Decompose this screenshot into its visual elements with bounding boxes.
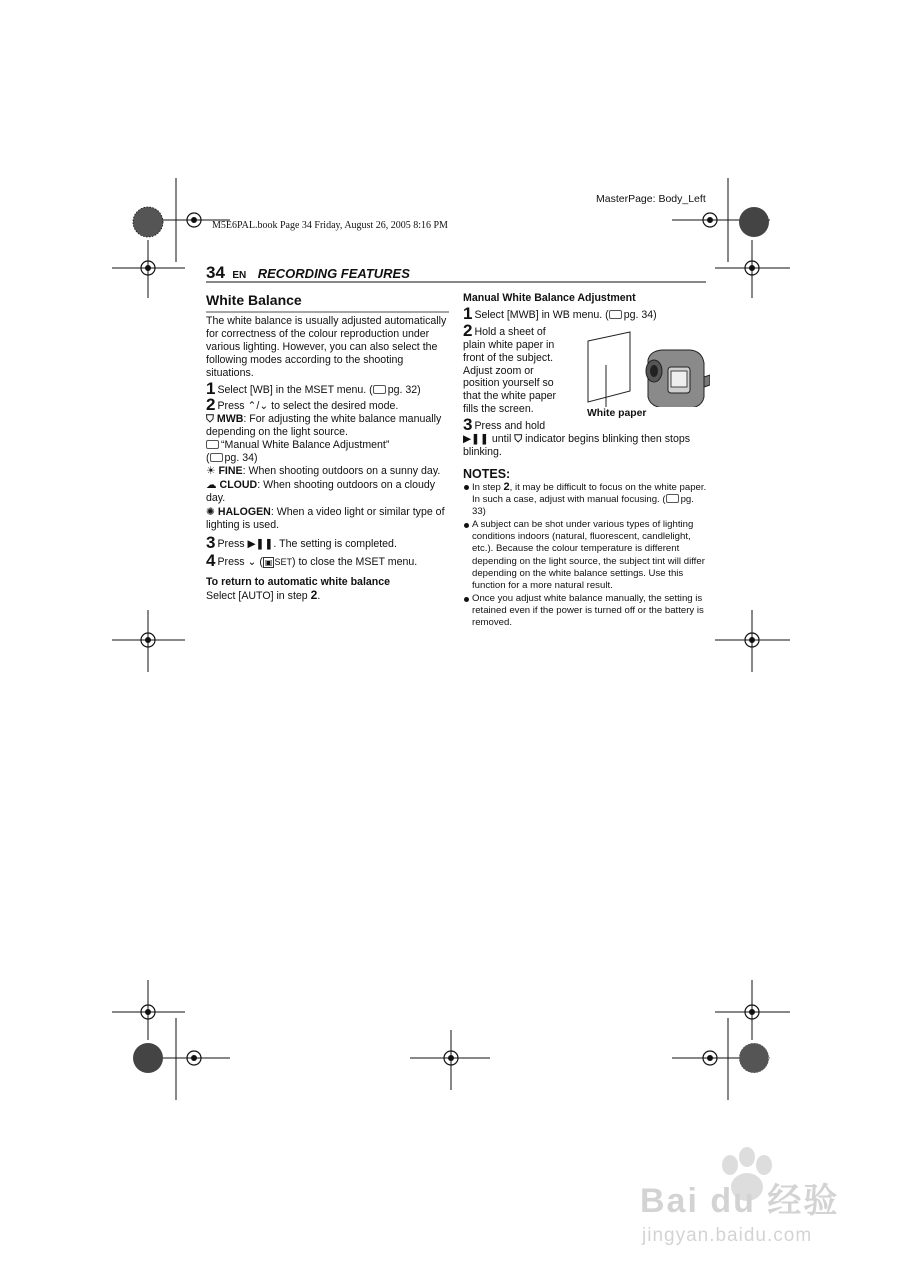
manual-wb-heading: Manual White Balance Adjustment <box>463 292 636 304</box>
camcorder-icon <box>646 350 710 407</box>
right-step-3: 3 Press and hold ▶❚❚ until ⛉ indicator begins blinking then stops blinking. <box>463 415 691 458</box>
watermark <box>640 1145 880 1255</box>
return-text: Select [AUTO] in step 2. <box>206 588 321 603</box>
mode-mwb: ⛉ MWB: For adjusting the white balance manually depending on the light source. <box>206 413 442 439</box>
notes-heading: NOTES: <box>463 466 511 481</box>
note-item: In step 2, it may be difficult to focus on the white paper. In such a case, adjust with manual focusing. ( pg. 33) <box>463 481 708 519</box>
up-down-icon: ⌃/⌄ <box>247 400 269 413</box>
mode-halogen: ✺ HALOGEN: When a video light or similar type of lighting is used. <box>206 505 445 531</box>
mode-fine: ☀ FINE: When shooting outdoors on a sunny day. <box>206 464 441 477</box>
book-info: M5E6PAL.book Page 34 Friday, August 26, 2005 8:16 PM <box>212 220 448 231</box>
halogen-icon: ✺ <box>206 505 215 518</box>
ref-icon <box>206 440 219 449</box>
mwb-icon: ⛉ <box>206 413 214 426</box>
right-step-1: 1 Select [MWB] in WB menu. ( pg. 34) <box>463 303 657 323</box>
return-heading: To return to automatic white balance <box>206 576 391 589</box>
page-number: 34 <box>206 263 225 282</box>
section-heading: White Balance <box>206 292 302 308</box>
down-icon: ⌄ <box>247 556 257 569</box>
page-header <box>206 263 410 281</box>
note-item: A subject can be shot under various types of lighting conditions indoors (natural, fluorescent, candlelight, etc.). Because the colour temperature is different depending on the light source, the subject tint will differ depending on the white balance settings. Use this function for a more natural result. <box>463 519 708 593</box>
figure-label: White paper <box>587 408 647 419</box>
section-title: RECORDING FEATURES <box>257 266 410 281</box>
left-step-3: 3 Press ▶❚❚. The setting is completed. <box>206 532 397 552</box>
cloud-icon: ☁ <box>206 478 217 491</box>
mode-cloud: ☁ CLOUD: When shooting outdoors on a cloudy day. <box>206 478 436 504</box>
intro-paragraph: The white balance is usually adjusted automatically for correctness of the colour reproduction under various lighting. However, you can also select the following modes according to the shooting situations. <box>206 315 447 379</box>
left-step-2: 2 Press ⌃/⌄ to select the desired mode. <box>206 395 399 415</box>
set-icon: ▣ <box>264 558 273 568</box>
play-pause-icon: ▶❚❚ <box>463 433 489 446</box>
ref-icon <box>609 310 622 319</box>
mwb-icon: ⛉ <box>514 433 523 446</box>
watermark-brand: Bai du 经验 <box>640 1182 840 1220</box>
ref-icon <box>666 494 679 503</box>
right-step-2: 2 Hold a sheet of plain white paper in front of the subject. Adjust zoom or position yourself so that the white paper fills the screen. <box>463 320 557 416</box>
mwb-reference: “Manual White Balance Adjustment” ( pg. 34) <box>206 439 390 465</box>
ref-icon <box>210 453 223 462</box>
left-column <box>206 291 450 603</box>
watermark-url: jingyan.baidu.com <box>642 1225 813 1246</box>
masterpage-label: MasterPage: Body_Left <box>596 193 706 205</box>
ref-icon <box>373 385 386 394</box>
page-lang: EN <box>232 270 247 281</box>
left-step-1: 1 Select [WB] in the MSET menu. ( pg. 32) <box>206 378 421 398</box>
play-pause-icon: ▶❚❚ <box>247 537 274 550</box>
left-step-4: 4 Press ⌄ ( ▣ SET) to close the MSET menu. <box>206 551 418 571</box>
sun-icon: ☀ <box>206 464 216 477</box>
white-paper-illustration <box>570 327 710 407</box>
note-item: Once you adjust white balance manually, the setting is retained even if the power is turned off or the battery is removed. <box>463 593 708 630</box>
